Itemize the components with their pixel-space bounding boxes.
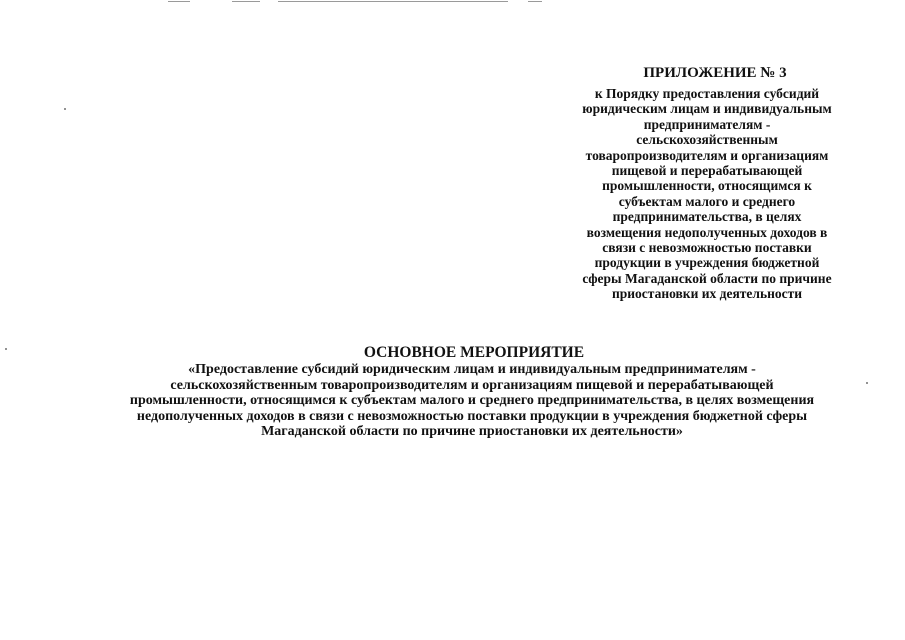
appendix-block <box>548 64 866 302</box>
appendix-title: ПРИЛОЖЕНИЕ № 3 <box>643 65 787 81</box>
scan-speck <box>866 382 868 384</box>
scan-artifact-line <box>278 1 508 2</box>
scan-speck <box>64 108 66 110</box>
appendix-body: к Порядку предоставления субсидий юридическим лицам и индивидуальным предпринимателям - сельскохозяйственным товаропроизводителям и организациям пищевой и перерабатывающей промышленности, относящимся к субъектам малого и среднего предпринимательства, в целях возмещения недополученных доходов в связи с невозможностью поставки продукции в учреждения бюджетной сферы Магаданской области по причине приостановки их деятельности <box>582 86 832 302</box>
main-event-description: «Предоставление субсидий юридическим лицам и индивидуальным предпринимателям - сельскохозяйственным товаропроизводителям и организациям пищевой и перерабатывающей промышленности, относящимся к субъектам малого и среднего предпринимательства, в целях возмещения недополученных доходов в связи с невозможностью поставки продукции в учреждения бюджетной сферы Магаданской области по причине приостановки их деятельности» <box>129 362 815 440</box>
scan-artifact-line <box>528 1 542 2</box>
scan-speck <box>5 348 7 350</box>
scan-artifact-line <box>168 1 190 2</box>
main-event-title: ОСНОВНОЕ МЕРОПРИЯТИЕ <box>363 344 585 361</box>
scan-artifact-line <box>232 1 260 2</box>
